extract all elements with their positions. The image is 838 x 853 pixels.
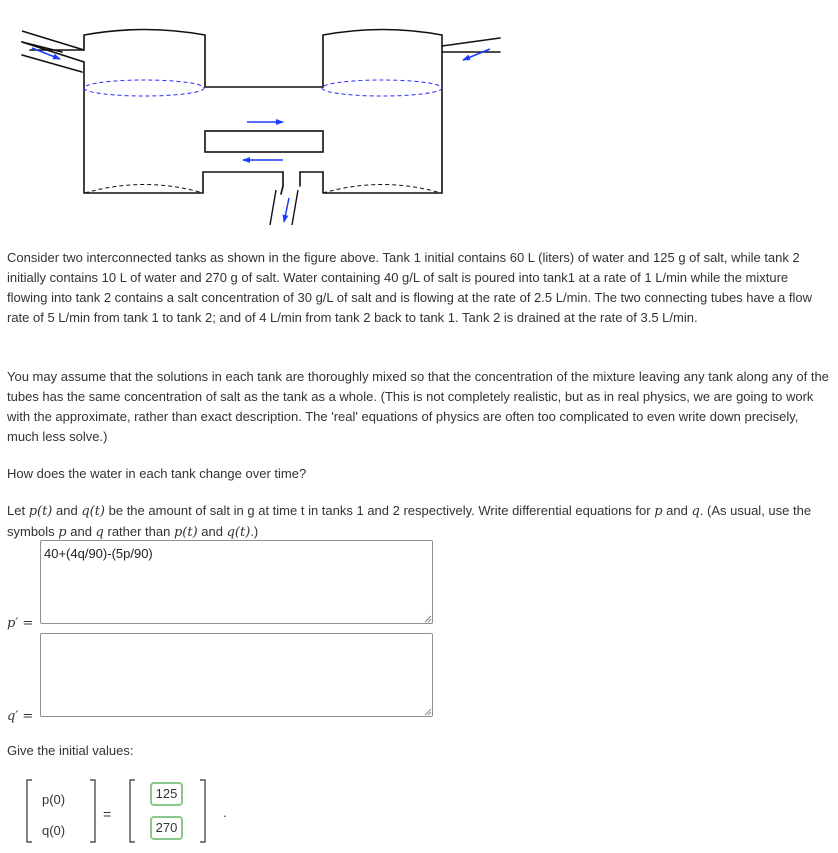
p0-label: p(0) [42,792,66,807]
p-prime-input[interactable] [40,540,433,624]
tank-1-surface [84,80,204,96]
q0-label: q(0) [42,823,66,838]
resize-grip-icon[interactable] [424,708,432,716]
resize-grip-icon[interactable] [424,615,432,623]
arrow-inflow-tank2 [463,49,490,60]
q-prime-label: q′ = [7,709,34,724]
question-text: How does the water in each tank change over time? [7,466,307,481]
instructions-text: Let p(t) and q(t) be the amount of salt in g at time t in tanks 1 and 2 respectively. Write differential equations for p and q. (As usual, use the symbols p and q rather than p(t) and q(t).) [7,503,812,540]
assumption-text: You may assume that the solutions in each tank are thoroughly mixed so that the concentration of the mixture leaving any tank along any of the tubes has the same concentration of salt as the tank as a whole. (This is not completely realistic, but as in real physics, we are going to work with the approximate, rather than exact description. The 'real' equations of physics are often too complicated to even write down precisely, much less solve.) [7,369,829,444]
problem-statement: Consider two interconnected tanks as shown in the figure above. Tank 1 initial contains 60 L (liters) of water and 125 g of salt, while tank 2 initially contains 10 L of water and 270 g of salt. Water containing 40 g/L of salt is poured into tank1 at a rate of 1 L/min while the mixture flowing into tank 2 contains a salt concentration of 30 g/L of salt and is flowing at the rate of 2.5 L/min. The two connecting tubes have a flow rate of 5 L/min from tank 1 to tank 2; and of 4 L/min from tank 2 back to tank 1. Tank 2 is drained at the rate of 3.5 L/min. [7,250,813,325]
p-prime-label: p′ = [7,616,34,631]
vector-equals-sign: = [103,806,112,822]
p0-answer[interactable]: 125 [150,782,183,806]
arrow-drain [284,198,289,222]
initial-values-prompt: Give the initial values: [7,743,134,758]
period: . [223,805,227,820]
tank-2-surface [322,80,442,96]
q0-answer[interactable]: 270 [150,816,183,840]
tank-2 [300,52,442,193]
q-prime-input[interactable] [40,633,433,717]
tanks-diagram [0,0,838,240]
